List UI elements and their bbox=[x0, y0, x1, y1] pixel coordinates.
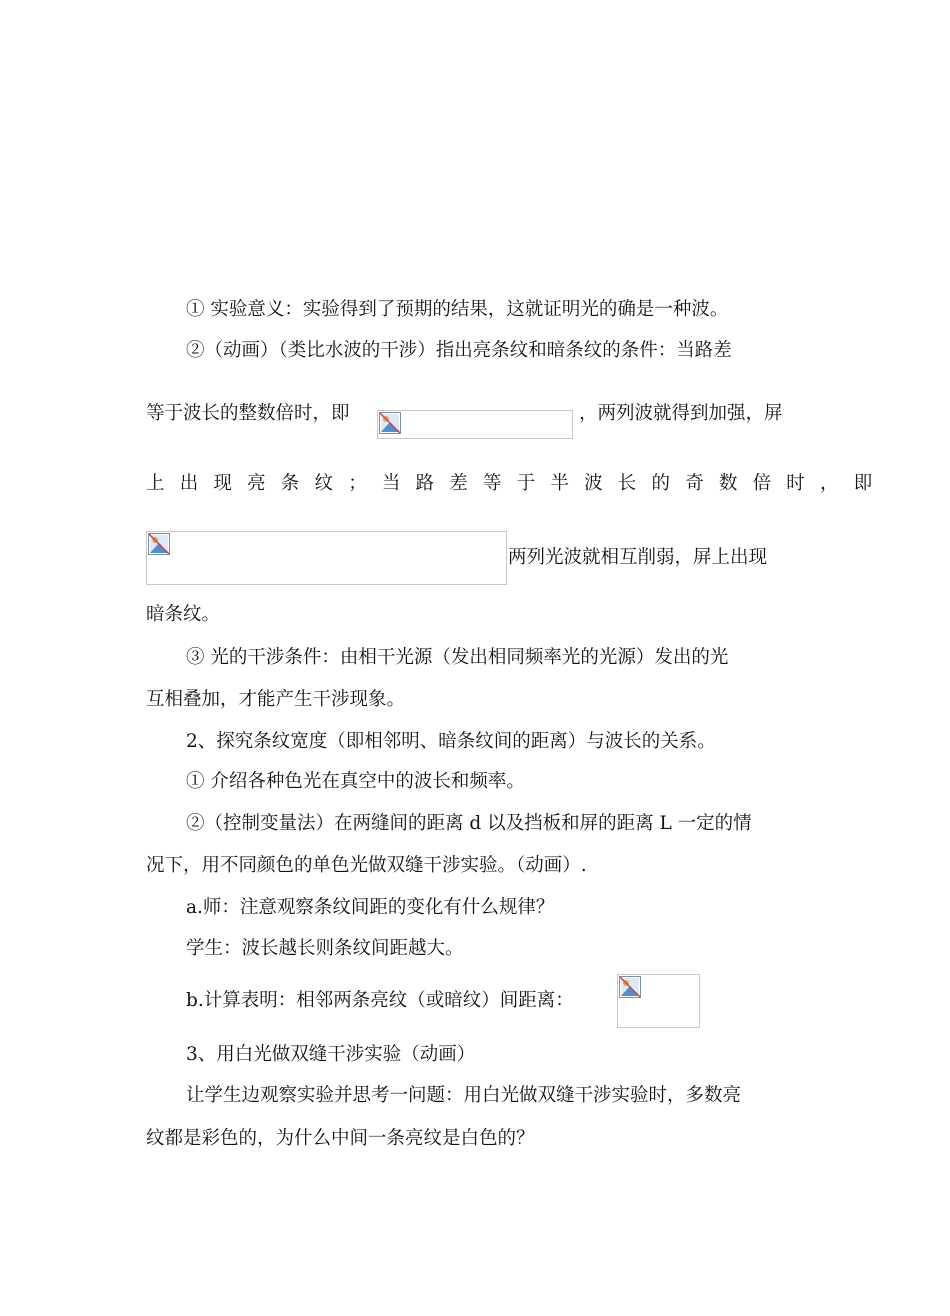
section-2-calculation: b.计算表明：相邻两条亮纹（或暗纹）间距离： bbox=[186, 990, 574, 1011]
paragraph-conditions-line3 bbox=[146, 472, 888, 496]
paragraph-conditions-line2b: ，两列波就得到加强，屏 bbox=[579, 403, 783, 424]
paragraph-conditions-line4: 两列光波就相互削弱，屏上出现 bbox=[508, 547, 768, 568]
paragraph-interference-condition-line2: 互相叠加，才能产生干涉现象。 bbox=[146, 689, 406, 710]
paragraph-interference-condition-line1: ③ 光的干涉条件：由相干光源（发出相同频率光的光源）发出的光 bbox=[186, 647, 729, 668]
section-2-teacher-question: a.师：注意观察条纹间距的变化有什么规律？ bbox=[186, 897, 555, 918]
paragraph-conditions-line1: ②（动画）（类比水波的干涉）指出亮条纹和暗条纹的条件：当路差 bbox=[186, 340, 732, 361]
broken-image-icon bbox=[619, 976, 641, 998]
paragraph-conditions-line2a: 等于波长的整数倍时，即 bbox=[146, 403, 350, 424]
broken-image-icon bbox=[379, 412, 401, 434]
section-2-heading: 2、探究条纹宽度（即相邻明、暗条纹间的距离）与波长的关系。 bbox=[186, 731, 716, 752]
paragraph-experiment-meaning: ① 实验意义：实验得到了预期的结果，这就证明光的确是一种波。 bbox=[186, 299, 729, 320]
section-2-student-answer: 学生：波长越长则条纹间距越大。 bbox=[186, 938, 464, 959]
broken-image-icon bbox=[148, 533, 170, 555]
formula-constructive-image bbox=[377, 410, 573, 439]
section-2-item-2-line1: ②（控制变量法）在两缝间的距离 d 以及挡板和屏的距离 L 一定的情 bbox=[186, 813, 752, 834]
formula-destructive-image bbox=[146, 531, 507, 585]
justified-text: 上出现亮条纹；当路差等于半波长的奇数倍时，即 bbox=[146, 473, 888, 494]
section-3-heading: 3、用白光做双缝干涉实验（动画） bbox=[186, 1044, 476, 1065]
section-2-item-1: ① 介绍各种色光在真空中的波长和频率。 bbox=[186, 771, 525, 792]
section-3-line2: 纹都是彩色的，为什么中间一条亮纹是白色的？ bbox=[146, 1128, 535, 1149]
section-3-line1: 让学生边观察实验并思考一问题：用白光做双缝干涉实验时，多数亮 bbox=[186, 1085, 742, 1106]
section-2-item-2-line2: 况下，用不同颜色的单色光做双缝干涉实验。（动画）. bbox=[146, 855, 587, 876]
formula-fringe-spacing-image bbox=[617, 974, 700, 1028]
paragraph-conditions-line5: 暗条纹。 bbox=[146, 604, 221, 625]
